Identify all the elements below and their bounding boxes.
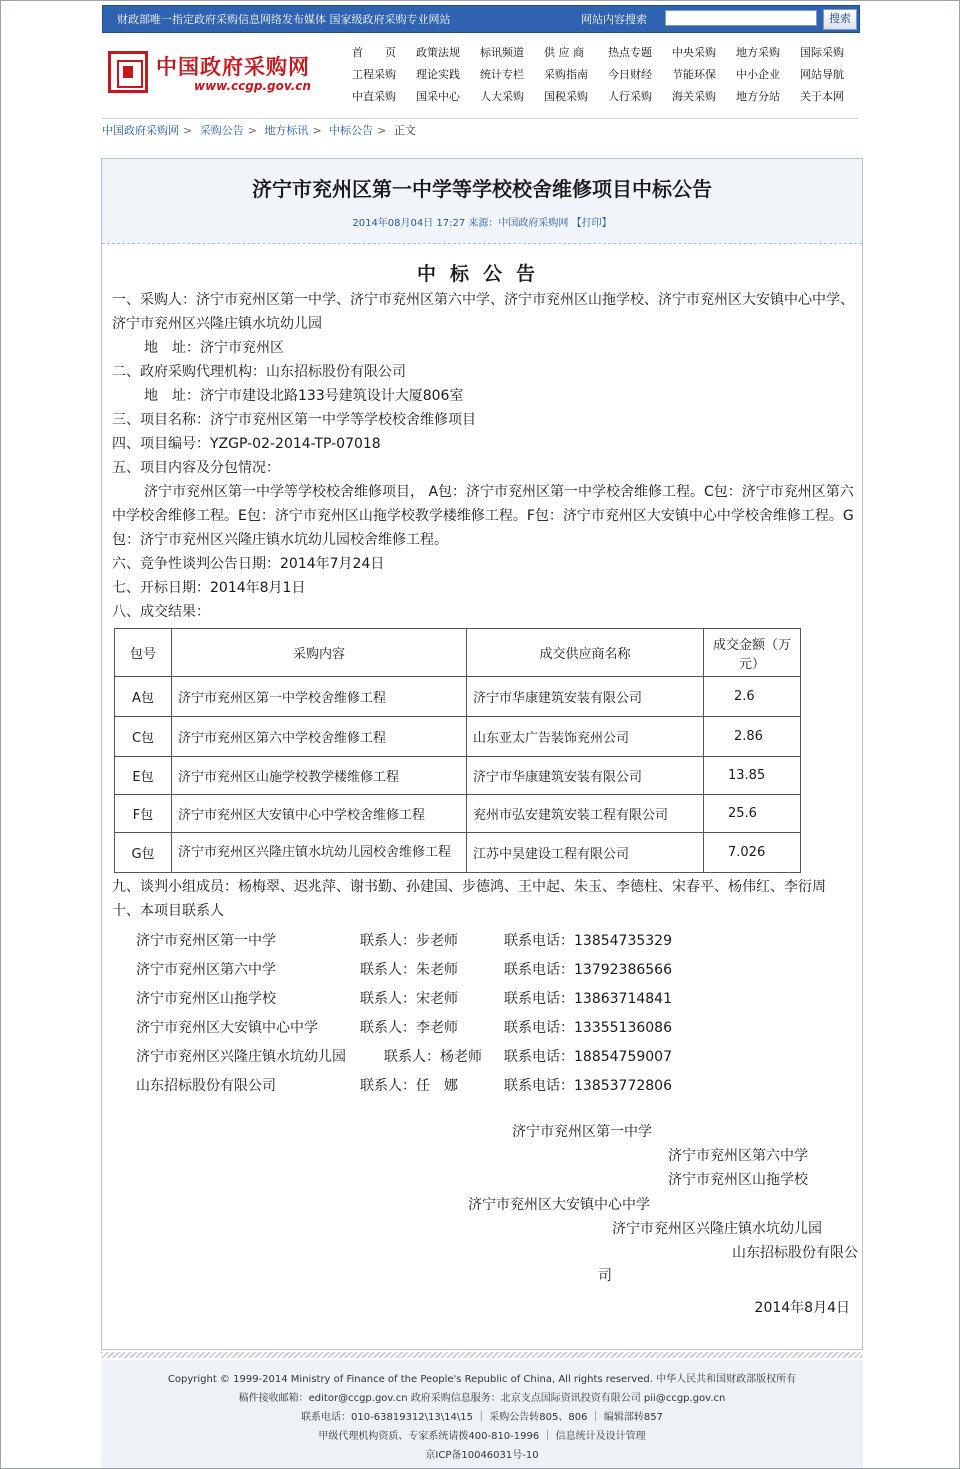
cell-content: 济宁市兖州区大安镇中心中学校舍维修工程 — [172, 795, 467, 833]
contact-org: 济宁市兖州区山拖学校 — [136, 991, 276, 1007]
footer-divider — [101, 1352, 863, 1358]
chevron-right-icon: > — [247, 124, 257, 137]
contact-org: 济宁市兖州区大安镇中心中学 — [136, 1020, 318, 1036]
cell-content: 济宁市兖州区第一中学校舍维修工程 — [172, 677, 467, 717]
nav-npc[interactable]: 人大采购 — [480, 90, 524, 103]
purchaser-address: 地 址：济宁市兖州区 — [144, 340, 284, 356]
signature-block — [112, 1101, 858, 1291]
header-divider — [102, 118, 858, 119]
contact-person: 联系人：宋老师 — [360, 991, 458, 1007]
cell-lot: A包 — [115, 677, 172, 717]
breadcrumb-award[interactable]: 中标公告 — [329, 124, 374, 137]
contact-org: 济宁市兖州区第六中学 — [136, 962, 276, 978]
cell-content: 济宁市兖州区兴隆庄镇水坑幼儿园校舍维修工程 — [172, 833, 467, 873]
nav-suppliers[interactable]: 供 应 商 — [544, 46, 584, 59]
footer-hotline: 甲级代理机构资质、专家系统请拨400-810-1996 ｜ 信息统计及设计管理 — [318, 1431, 646, 1442]
signer-1: 济宁市兖州区第一中学 — [512, 1124, 652, 1140]
site-footer — [101, 1360, 863, 1468]
contact-person: 联系人：朱老师 — [360, 962, 458, 978]
contact-phone: 联系电话：13853772806 — [504, 1078, 672, 1094]
cell-amount: 2.6 — [704, 677, 801, 717]
header-content: 采购内容 — [172, 629, 467, 677]
cell-content: 济宁市兖州区第六中学校舍维修工程 — [172, 717, 467, 757]
cell-lot: E包 — [115, 757, 172, 795]
breadcrumb-home[interactable]: 中国政府采购网 — [102, 124, 179, 137]
table-header-row — [115, 629, 801, 677]
contact-phone: 联系电话：13863714841 — [504, 991, 672, 1007]
signer-4: 济宁市兖州区大安镇中心中学 — [468, 1197, 650, 1213]
nav-sme[interactable]: 中小企业 — [736, 68, 780, 81]
nav-stats[interactable]: 统计专栏 — [480, 68, 524, 81]
cell-lot: C包 — [115, 717, 172, 757]
chevron-right-icon: > — [377, 124, 387, 137]
nav-customs[interactable]: 海关采购 — [672, 90, 716, 103]
cell-amount: 2.86 — [704, 717, 801, 757]
list-item — [112, 1043, 854, 1072]
list-item — [112, 927, 854, 956]
contact-person: 联系人：任 娜 — [360, 1078, 458, 1094]
nav-engineering[interactable]: 工程采购 — [352, 68, 396, 81]
article-meta[interactable]: 2014年08月04日 17:27 来源：中国政府采购网 【打印】 — [352, 218, 612, 229]
nav-topics[interactable]: 热点专题 — [608, 46, 652, 59]
contact-phone: 联系电话：13854735329 — [504, 933, 672, 949]
table-row — [115, 833, 801, 873]
top-bar — [102, 5, 860, 33]
nav-green[interactable]: 节能环保 — [672, 68, 716, 81]
cell-amount: 25.6 — [704, 795, 801, 833]
contact-phone: 联系电话：13355136086 — [504, 1020, 672, 1036]
nav-finance[interactable]: 今日财经 — [608, 68, 652, 81]
nav-bids[interactable]: 标讯频道 — [480, 46, 524, 59]
signer-6: 山东招标股份有限公 — [732, 1245, 858, 1261]
contact-person: 联系人：步老师 — [360, 933, 458, 949]
search-input[interactable] — [665, 10, 817, 26]
section-notice-date: 六、竞争性谈判公告日期：2014年7月24日 — [112, 556, 385, 572]
nav-sitemap[interactable]: 网站导航 — [800, 68, 844, 81]
footer-emails: 稿件接收邮箱：editor@ccgp.gov.cn 政府采购信息服务：北京支点国际资讯投资有限公司 pii@ccgp.gov.cn — [238, 1393, 726, 1404]
contact-org: 济宁市兖州区第一中学 — [136, 933, 276, 949]
notice-date: 2014年8月4日 — [754, 1300, 850, 1316]
list-item — [112, 1072, 854, 1101]
cell-lot: F包 — [115, 795, 172, 833]
article-container — [101, 158, 863, 1350]
nav-tax[interactable]: 国税采购 — [544, 90, 588, 103]
header-amount: 成交金额（万元） — [704, 629, 801, 677]
breadcrumb-notices[interactable]: 采购公告 — [199, 124, 244, 137]
nav-central[interactable]: 中央采购 — [672, 46, 716, 59]
notice-title: 中标公告 — [416, 263, 549, 285]
site-slogan: 财政部唯一指定政府采购信息网络发布媒体 国家级政府采购专业网站 — [117, 13, 451, 26]
table-row — [115, 677, 801, 717]
signer-3: 济宁市兖州区山拖学校 — [668, 1172, 808, 1188]
contact-person: 联系人：杨老师 — [384, 1049, 482, 1065]
breadcrumb-local[interactable]: 地方标讯 — [264, 124, 309, 137]
section-lots-heading: 五、项目内容及分包情况： — [112, 460, 280, 476]
contact-phone: 联系电话：18854759007 — [504, 1049, 672, 1065]
section-agency: 二、政府采购代理机构：山东招标股份有限公司 — [112, 364, 406, 380]
search-button[interactable]: 搜索 — [823, 9, 857, 30]
nav-policy[interactable]: 政策法规 — [416, 46, 460, 59]
signer-2: 济宁市兖州区第六中学 — [668, 1148, 808, 1164]
results-table — [114, 628, 801, 873]
contacts-list — [112, 927, 854, 1101]
nav-zhongzhi[interactable]: 中直采购 — [352, 90, 396, 103]
cell-amount: 13.85 — [704, 757, 801, 795]
section-contacts: 十、本项目联系人 — [112, 903, 224, 919]
nav-guide[interactable]: 采购指南 — [544, 68, 588, 81]
section-results: 八、成交结果： — [112, 604, 210, 620]
nav-pboc[interactable]: 人行采购 — [608, 90, 652, 103]
section-panel: 九、谈判小组成员：杨梅翠、迟兆萍、谢书勤、孙建国、步德鸿、王中起、朱玉、李德柱、宋春平、杨伟红、李衍周 — [112, 879, 826, 895]
section-open-date: 七、开标日期：2014年8月1日 — [112, 580, 306, 596]
nav-local[interactable]: 地方采购 — [736, 46, 780, 59]
nav-guocai[interactable]: 国采中心 — [416, 90, 460, 103]
breadcrumb — [102, 122, 416, 138]
article-body — [112, 255, 858, 1317]
cell-supplier: 兖州市弘安建筑安装工程有限公司 — [467, 795, 704, 833]
article-title: 济宁市兖州区第一中学等学校校舍维修项目中标公告 — [252, 177, 712, 201]
chevron-right-icon: > — [183, 124, 193, 137]
signer-6-wrap: 司 — [598, 1268, 612, 1284]
breadcrumb-current: 正文 — [393, 124, 416, 137]
seal-logo-icon — [108, 51, 148, 93]
logo-name: 中国政府采购网 — [156, 55, 310, 79]
footer-icp[interactable]: 京ICP备10046031号-10 — [425, 1450, 539, 1461]
footer-copyright: Copyright © 1999-2014 Ministry of Finance of the People's Republic of China, All rights reserved. 中华人民共和国财政部版权所有 — [167, 1374, 797, 1385]
site-logo[interactable] — [108, 49, 348, 97]
section-project-code: 四、项目编号：YZGP-02-2014-TP-07018 — [112, 436, 381, 452]
section-lots-body: 济宁市兖州区第一中学等学校校舍维修项目， A包：济宁市兖州区第一中学校舍维修工程。C包：济宁市兖州区第六中学校舍维修工程。E包：济宁市兖州区山拖学校教学楼维修工程。F包：济宁市兖州区大安镇中心中学校舍维修工程。G包：济宁市兖州区兴隆庄镇水坑幼儿园校舍维修工程。 — [112, 484, 854, 548]
contact-org: 山东招标股份有限公司 — [136, 1078, 276, 1094]
header-dotted-divider — [102, 243, 862, 244]
contact-org: 济宁市兖州区兴隆庄镇水坑幼儿园 — [136, 1049, 346, 1065]
cell-supplier: 济宁市华康建筑安装有限公司 — [467, 757, 704, 795]
contact-phone: 联系电话：13792386566 — [504, 962, 672, 978]
list-item — [112, 985, 854, 1014]
agency-address: 地 址：济宁市建设北路133号建筑设计大厦806室 — [144, 388, 464, 404]
search-label: 网站内容搜索 — [581, 13, 647, 26]
cell-lot: G包 — [115, 833, 172, 873]
signer-5: 济宁市兖州区兴隆庄镇水坑幼儿园 — [612, 1221, 822, 1237]
article-header — [102, 159, 862, 243]
header-supplier: 成交供应商名称 — [467, 629, 704, 677]
section-project-name: 三、项目名称：济宁市兖州区第一中学等学校校舍维修项目 — [112, 412, 476, 428]
table-row — [115, 757, 801, 795]
cell-supplier: 江苏中昊建设工程有限公司 — [467, 833, 704, 873]
nav-home[interactable]: 首 页 — [352, 46, 396, 59]
list-item — [112, 956, 854, 985]
nav-international[interactable]: 国际采购 — [800, 46, 844, 59]
table-row — [115, 795, 801, 833]
header-lot: 包号 — [115, 629, 172, 677]
chevron-right-icon: > — [312, 124, 322, 137]
cell-content: 济宁市兖州区山施学校教学楼维修工程 — [172, 757, 467, 795]
section-purchaser: 一、采购人：济宁市兖州区第一中学、济宁市兖州区第六中学、济宁市兖州区山拖学校、济宁市兖州区大安镇中心中学、济宁市兖州区兴隆庄镇水坑幼儿园 — [112, 292, 854, 332]
list-item — [112, 1014, 854, 1043]
nav-theory[interactable]: 理论实践 — [416, 68, 460, 81]
logo-url: www.ccgp.gov.cn — [194, 79, 311, 93]
contact-person: 联系人：李老师 — [360, 1020, 458, 1036]
nav-branches[interactable]: 地方分站 — [736, 90, 780, 103]
site-header — [102, 36, 858, 116]
cell-supplier: 济宁市华康建筑安装有限公司 — [467, 677, 704, 717]
cell-supplier: 山东亚太广告装饰兖州公司 — [467, 717, 704, 757]
nav-about[interactable]: 关于本网 — [800, 90, 844, 103]
table-row — [115, 717, 801, 757]
cell-amount: 7.026 — [704, 833, 801, 873]
footer-phones: 联系电话：010-63819312\13\14\15 ｜ 采购公告转805、806 ｜ 编辑部转857 — [301, 1412, 663, 1423]
